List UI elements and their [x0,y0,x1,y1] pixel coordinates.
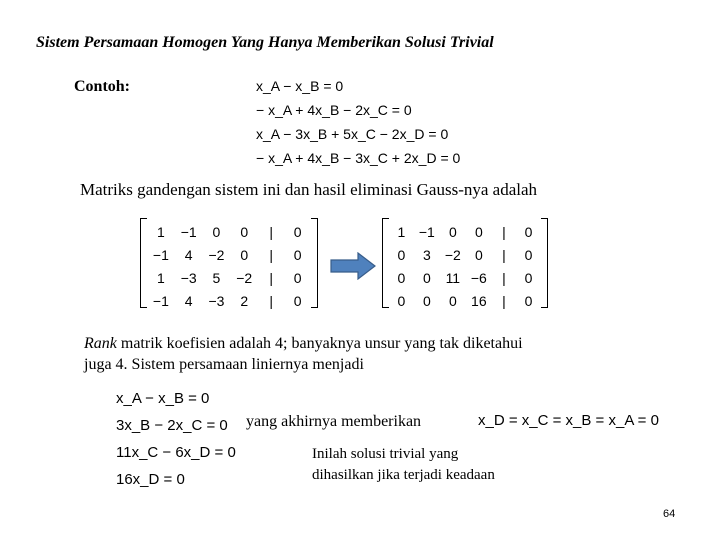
matrix-cell: 0 [293,223,302,240]
rank-line-2: juga 4. Sistem persamaan liniernya menjadi [84,356,364,373]
conclusion-paragraph [312,444,495,486]
equation-line: 11x_C − 6x_D = 0 [116,444,236,461]
matrix-row [389,220,541,243]
matrix-cell: −3 [180,269,197,286]
matrix-divider: | [269,223,273,240]
equation-system [256,74,460,170]
rank-paragraph [84,333,523,375]
matrix-divider: | [269,246,273,263]
matrix-cell: 0 [212,223,221,240]
augmented-matrix [140,218,318,308]
matrix-cell: −1 [180,223,197,240]
matrix-cell: −1 [152,246,169,263]
conclusion-line-2: dihasilkan jika terjadi keadaan [312,467,495,483]
final-equation: x_D = x_C = x_B = x_A = 0 [478,412,659,429]
matrix-cell: 0 [524,269,533,286]
matrix-cell: 0 [474,246,483,263]
matrix-cell: 0 [474,223,483,240]
matrix-row [147,220,311,243]
matrix-cell: −1 [152,292,169,309]
matrix-cell: 0 [524,223,533,240]
equation-line: − x_A + 4x_B − 3x_C + 2x_D = 0 [256,150,461,166]
matrix-cell: 11 [445,269,461,286]
matrix-row [147,289,311,312]
matrix-cell: 3 [422,246,431,263]
reduced-equation-system [116,385,236,493]
equation-line: x_A − 3x_B + 5x_C − 2x_D = 0 [256,126,449,142]
matrix-divider: | [502,246,506,263]
matrix-cell: −2 [208,246,225,263]
matrix-divider: | [502,269,506,286]
matrix-cell: 4 [184,246,193,263]
matrix-row [147,243,311,266]
matrix-cell: 2 [240,292,249,309]
matrix-cell: 4 [184,292,193,309]
matrix-cell: 0 [240,246,249,263]
rank-line-1-text: matrik koefisien adalah 4; banyaknya unsur yang tak diketahui [116,335,523,352]
matrix-divider: | [502,292,506,309]
intro-text: Matriks gandengan sistem ini dan hasil eliminasi Gauss-nya adalah [80,180,538,199]
matrix-cell: −6 [470,269,487,286]
equation-line: − x_A + 4x_B − 2x_C = 0 [256,102,412,118]
matrix-divider: | [269,269,273,286]
matrix-row [389,266,541,289]
matrix-cell: 0 [524,246,533,263]
matrix-divider: | [269,292,273,309]
matrix-row [389,243,541,266]
matrix-cell: 0 [397,246,406,263]
reduced-matrix [382,218,548,308]
matrix-cell: 0 [524,292,533,309]
equation-line: 3x_B − 2x_C = 0 [116,417,228,434]
matrix-row [147,266,311,289]
matrix-divider: | [502,223,506,240]
matrix-cell: 0 [448,223,457,240]
rank-line-1 [84,333,523,354]
matrix-cell: 0 [397,292,406,309]
matrix-cell: 1 [156,223,165,240]
page-number: 64 [663,508,676,520]
matrix-cell: 0 [422,292,431,309]
matrix-cell: 0 [240,223,249,240]
matrix-cell: 0 [293,246,302,263]
matrix-row [389,289,541,312]
matrix-cell: −3 [208,292,225,309]
matrix-cell: −1 [418,223,435,240]
slide-title: Sistem Persamaan Homogen Yang Hanya Memberikan Solusi Trivial [36,34,494,51]
matrix-cell: 0 [397,269,406,286]
equation-line: 16x_D = 0 [116,471,185,488]
matrix-cell: 0 [293,269,302,286]
conclusion-line-1: Inilah solusi trivial yang [312,446,459,462]
result-text: yang akhirnya memberikan [246,413,422,430]
matrix-cell: 1 [397,223,406,240]
right-arrow-icon [330,252,376,280]
matrix-cell: −2 [444,246,461,263]
rank-term: Rank [84,335,117,352]
matrix-cell: 1 [156,269,165,286]
equation-line: x_A − x_B = 0 [116,390,210,407]
matrix-cell: 0 [422,269,431,286]
equation-line: x_A − x_B = 0 [256,78,344,94]
matrix-cell: 16 [471,292,487,309]
matrix-cell: 0 [448,292,457,309]
matrix-cell: −2 [236,269,253,286]
example-label: Contoh: [74,78,131,95]
matrix-cell: 5 [212,269,221,286]
matrix-cell: 0 [293,292,302,309]
